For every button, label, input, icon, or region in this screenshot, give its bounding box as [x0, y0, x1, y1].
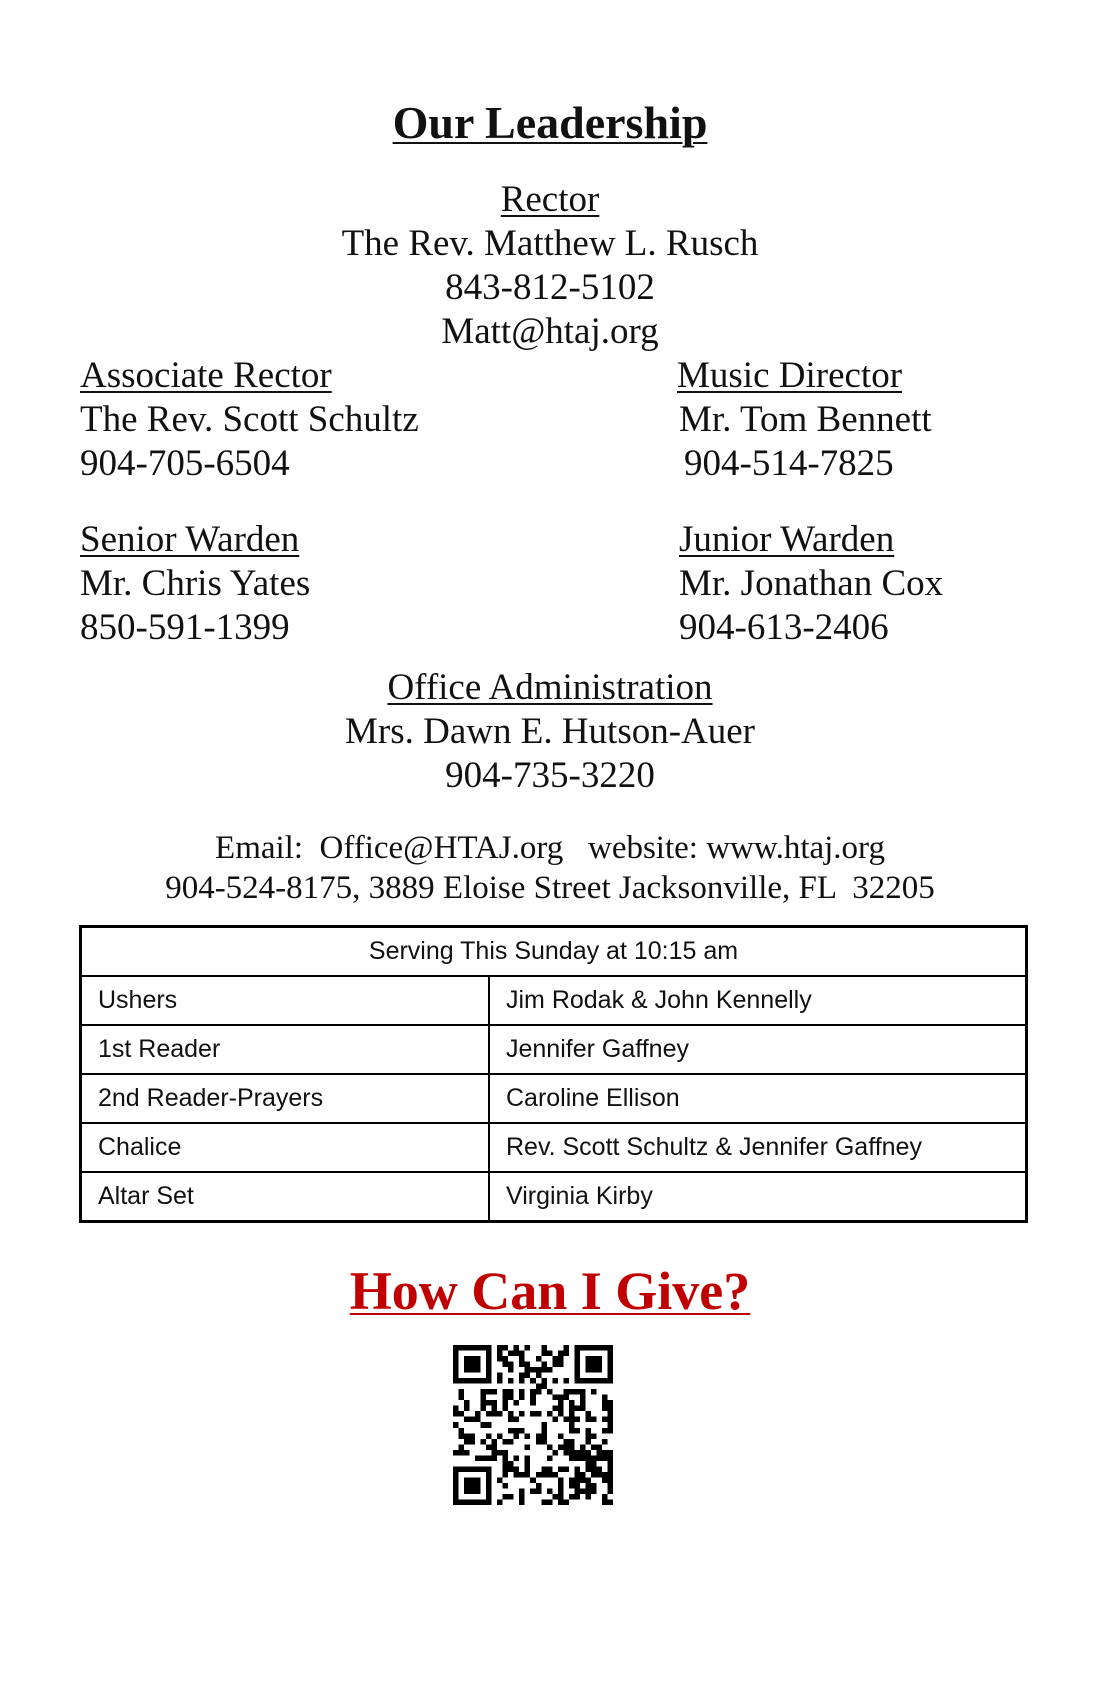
associate-rector-phone: 904-705-6504 [80, 443, 290, 484]
qr-code-icon[interactable] [453, 1345, 613, 1505]
office-role: Office Administration [387, 667, 713, 708]
serving-table-header: Serving This Sunday at 10:15 am [81, 927, 1027, 977]
senior-warden-phone: 850-591-1399 [80, 607, 290, 648]
office-name: Mrs. Dawn E. Hutson-Auer [344, 711, 756, 752]
rector-role: Rector [500, 179, 600, 220]
serving-table [79, 925, 1028, 1223]
office-phone: 904-735-3220 [445, 755, 655, 796]
senior-warden-role: Senior Warden [80, 519, 300, 560]
associate-rector-role: Associate Rector [80, 355, 332, 396]
serving-role: Altar Set [81, 1172, 490, 1222]
serving-names: Jennifer Gaffney [489, 1025, 1027, 1074]
contact-address: 904-524-8175, 3889 Eloise Street Jacksonville, FL 32205 [165, 870, 935, 906]
rector-email[interactable]: Matt@htaj.org [441, 311, 659, 352]
rector-phone: 843-812-5102 [445, 267, 655, 308]
serving-role: 1st Reader [81, 1025, 490, 1074]
rector-name: The Rev. Matthew L. Rusch [341, 223, 759, 264]
serving-names: Rev. Scott Schultz & Jennifer Gaffney [489, 1123, 1027, 1172]
serving-role: Chalice [81, 1123, 490, 1172]
table-row [81, 1074, 1027, 1123]
serving-role: 2nd Reader-Prayers [81, 1074, 490, 1123]
junior-warden-name: Mr. Jonathan Cox [679, 563, 944, 604]
table-row [81, 1123, 1027, 1172]
serving-names: Virginia Kirby [489, 1172, 1027, 1222]
serving-role: Ushers [81, 976, 490, 1025]
music-director-phone: 904-514-7825 [684, 443, 894, 484]
serving-names: Jim Rodak & John Kennelly [489, 976, 1027, 1025]
serving-table-header-row [81, 927, 1027, 977]
page-title: Our Leadership [392, 97, 708, 148]
serving-names: Caroline Ellison [489, 1074, 1027, 1123]
associate-rector-name: The Rev. Scott Schultz [80, 399, 419, 440]
music-director-role: Music Director [677, 355, 903, 396]
junior-warden-role: Junior Warden [679, 519, 895, 560]
table-row [81, 1025, 1027, 1074]
junior-warden-phone: 904-613-2406 [679, 607, 889, 648]
table-row [81, 976, 1027, 1025]
contact-email-website: Email: Office@HTAJ.org website: www.htaj.org [215, 830, 885, 866]
give-heading: How Can I Give? [349, 1261, 751, 1321]
table-row [81, 1172, 1027, 1222]
senior-warden-name: Mr. Chris Yates [80, 563, 311, 604]
music-director-name: Mr. Tom Bennett [679, 399, 932, 440]
